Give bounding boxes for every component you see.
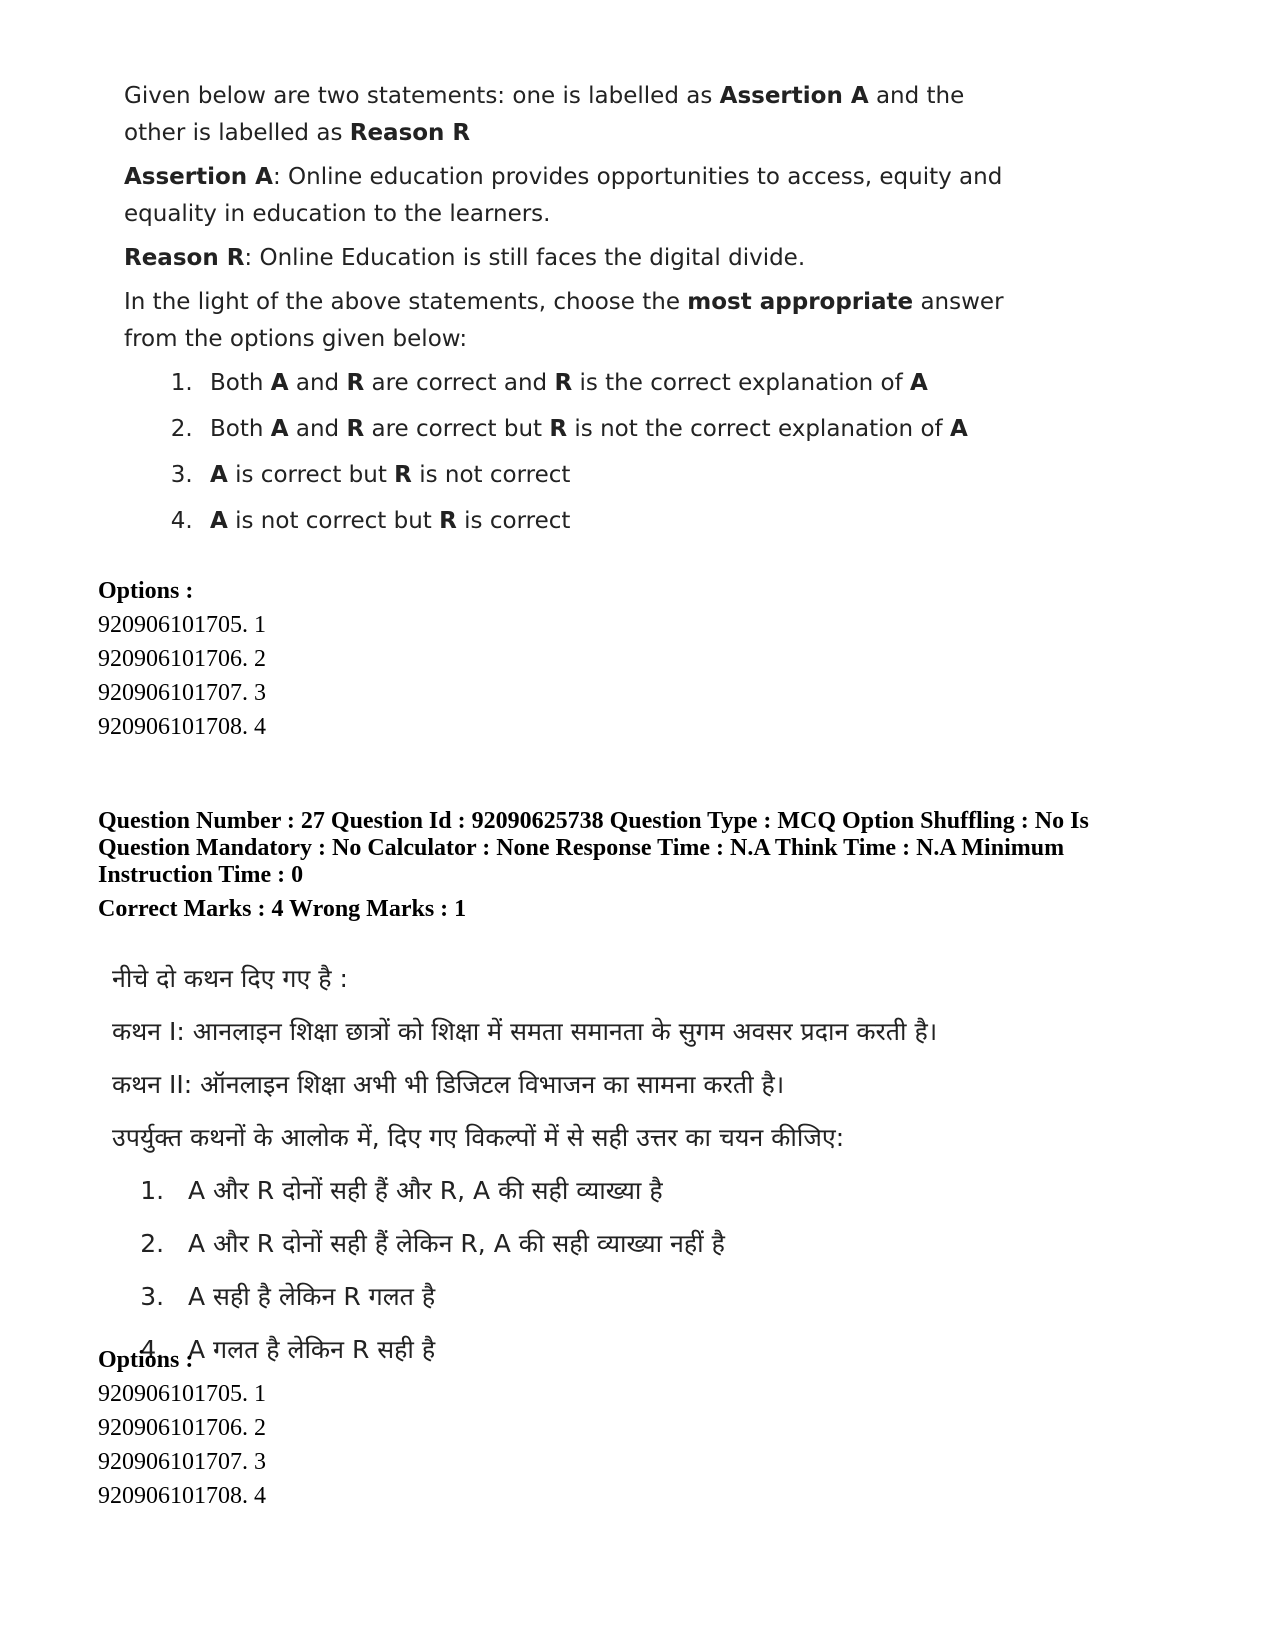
question-meta bbox=[98, 808, 1178, 923]
options-list-1 bbox=[98, 574, 698, 744]
option-item: 920906101708. 4 bbox=[98, 1483, 266, 1509]
english-choice: 2. Both A and R are correct but R is not the correct explanation of A bbox=[200, 411, 1024, 448]
hindi-choice: 4. A गलत है लेकिन R सही है bbox=[172, 1331, 1112, 1369]
hindi-statement-1: कथन I: आनलाइन शिक्षा छात्रों को शिक्षा में समता समानता के सुगम अवसर प्रदान करती है। bbox=[112, 1017, 938, 1046]
assertion-statement: Assertion A: Online education provides opportunities to access, equity and equality in education to the learners. bbox=[124, 164, 1003, 227]
answer-choices-english bbox=[124, 365, 1024, 540]
hindi-choice: 3. A सही है लेकिन R गलत है bbox=[172, 1278, 1112, 1316]
english-choice: 1. Both A and R are correct and R is the correct explanation of A bbox=[200, 365, 1024, 402]
option-item: 920906101708. 4 bbox=[98, 714, 266, 740]
hindi-intro: नीचे दो कथन दिए गए है : bbox=[112, 964, 348, 993]
option-item: 920906101706. 2 bbox=[98, 1415, 266, 1441]
option-item: 920906101707. 3 bbox=[98, 1449, 266, 1475]
reason-statement: Reason R: Online Education is still faces the digital divide. bbox=[124, 245, 806, 271]
question-intro: Given below are two statements: one is labelled as Assertion A and the other is labelled as Reason R bbox=[124, 83, 965, 146]
marks-line: Correct Marks : 4 Wrong Marks : 1 bbox=[98, 896, 467, 922]
option-item: 920906101705. 1 bbox=[98, 1381, 266, 1407]
hindi-instruction: उपर्युक्त कथनों के आलोक में, दिए गए विकल्पों में से सही उत्तर का चयन कीजिए: bbox=[112, 1123, 845, 1152]
question-meta-line: Question Number : 27 Question Id : 92090625738 Question Type : MCQ Option Shuffling : No Is Question Mandatory : No Calculator : None Response Time : N.A Think Time : N.A Minimum Instruction Time : 0 bbox=[98, 808, 1089, 888]
hindi-choice: 2. A और R दोनों सही हैं लेकिन R, A की सही व्याख्या नहीं है bbox=[172, 1225, 1112, 1263]
option-item: 920906101707. 3 bbox=[98, 680, 266, 706]
english-choice: 3. A is correct but R is not correct bbox=[200, 457, 1024, 494]
question-instruction: In the light of the above statements, choose the most appropriate answer from the options given below: bbox=[124, 289, 1004, 352]
options-list-2 bbox=[98, 1343, 698, 1513]
option-item: 920906101705. 1 bbox=[98, 612, 266, 638]
options-heading: Options : bbox=[98, 1347, 194, 1373]
answer-choices-hindi bbox=[112, 1172, 1112, 1369]
options-heading: Options : bbox=[98, 578, 194, 604]
question-english bbox=[124, 78, 1024, 549]
hindi-choice: 1. A और R दोनों सही हैं और R, A की सही व्याख्या है bbox=[172, 1172, 1112, 1210]
question-hindi bbox=[112, 960, 1112, 1384]
option-item: 920906101706. 2 bbox=[98, 646, 266, 672]
hindi-statement-2: कथन II: ऑनलाइन शिक्षा अभी भी डिजिटल विभाजन का सामना करती है। bbox=[112, 1070, 785, 1099]
english-choice: 4. A is not correct but R is correct bbox=[200, 503, 1024, 540]
